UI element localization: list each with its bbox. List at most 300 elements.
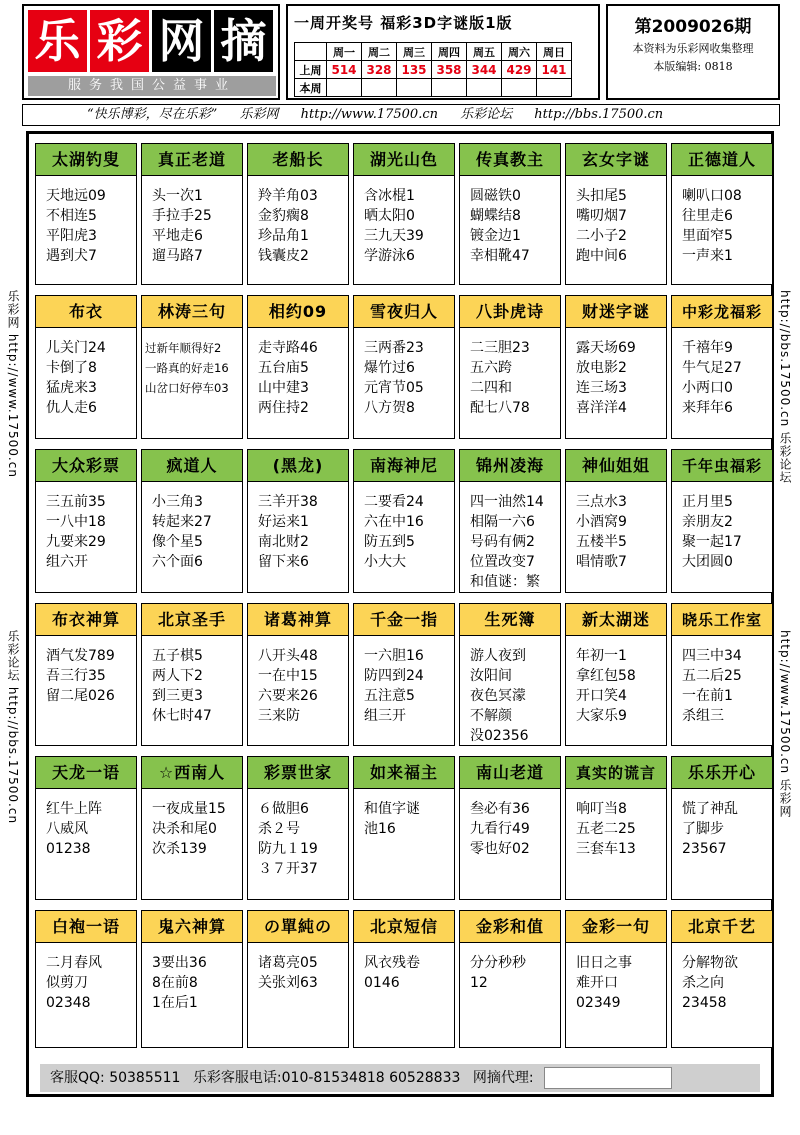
puzzle-cell-title: 真正老道 (142, 144, 242, 176)
puzzle-line: 休七时47 (152, 708, 212, 724)
puzzle-line: 手拉手25 (152, 208, 212, 224)
puzzle-line: 12 (470, 975, 488, 991)
draw-days-row (295, 43, 572, 61)
puzzle-cell-body (672, 943, 772, 1013)
puzzle-cell (459, 910, 561, 1048)
puzzle-line: 头扣尾5 (576, 188, 627, 204)
puzzle-cell (565, 603, 667, 746)
puzzle-cell-title: 神仙姐姐 (566, 450, 666, 482)
puzzle-cell-title: 疯道人 (142, 450, 242, 482)
puzzle-line: 配七八78 (470, 400, 530, 416)
table-corner (295, 43, 327, 61)
puzzle-line: 天地远09 (46, 188, 106, 204)
puzzle-cell (565, 295, 667, 439)
puzzle-cell-title: 雪夜归人 (354, 296, 454, 328)
puzzle-cell-title: 老船长 (248, 144, 348, 176)
puzzle-line: 像个星5 (152, 534, 203, 550)
puzzle-line: 五台庙5 (258, 360, 309, 376)
puzzle-line: 没02356 (470, 728, 529, 744)
puzzle-line: 响叮当8 (576, 801, 627, 817)
puzzle-cell-title: 相约09 (248, 296, 348, 328)
puzzle-cell-title: 金彩和值 (460, 911, 560, 943)
puzzle-cell-body (142, 176, 242, 266)
day-header: 周四 (432, 43, 467, 61)
puzzle-line: 金豹瘸8 (258, 208, 309, 224)
puzzle-line: 二月春风 (46, 955, 102, 971)
puzzle-cell-body (36, 943, 136, 1013)
puzzle-line: 八威风 (46, 821, 88, 837)
puzzle-line: 喇叭口08 (682, 188, 742, 204)
puzzle-cell-body (566, 176, 666, 266)
draw-number: 328 (362, 61, 397, 79)
puzzle-cell-title: 诸葛神算 (248, 604, 348, 636)
puzzle-line: 二三胆23 (470, 340, 530, 356)
puzzle-line: 决杀和尾0 (152, 821, 217, 837)
puzzle-line: 小大大 (364, 554, 406, 570)
puzzle-line: 四一油然14 (470, 494, 544, 510)
puzzle-line: 元宵节05 (364, 380, 424, 396)
puzzle-line: 羚羊角03 (258, 188, 318, 204)
puzzle-cell-title: 鬼六神算 (142, 911, 242, 943)
puzzle-line: 头一次1 (152, 188, 203, 204)
puzzle-line: 三两番23 (364, 340, 424, 356)
puzzle-line: 五注意5 (364, 688, 415, 704)
puzzle-line: ６做胆6 (258, 801, 309, 817)
logo-wordmark (28, 10, 276, 72)
puzzle-line: 次杀139 (152, 841, 207, 857)
draw-title: 一周开奖号 福彩3D字谜版1版 (294, 14, 513, 32)
puzzle-line: 留下来6 (258, 554, 309, 570)
puzzle-cell (141, 756, 243, 900)
draw-results-panel (286, 4, 600, 100)
puzzle-cell-title: 玄女字谜 (566, 144, 666, 176)
service-qq: 客服QQ: 50385511 (50, 1070, 181, 1086)
logo-char: 网 (152, 10, 211, 72)
puzzle-line: 转起来27 (152, 514, 212, 530)
puzzle-cell (353, 295, 455, 439)
day-header: 周日 (537, 43, 572, 61)
puzzle-line: 来拜年6 (682, 400, 733, 416)
puzzle-line: 正月里5 (682, 494, 733, 510)
puzzle-cell-body (142, 482, 242, 572)
puzzle-cell-body (672, 789, 772, 859)
slogan-bar (22, 104, 780, 126)
puzzle-line: 圆磁铁0 (470, 188, 521, 204)
puzzle-line: 五子棋5 (152, 648, 203, 664)
puzzle-line: 六个面6 (152, 554, 203, 570)
puzzle-cell-body (566, 943, 666, 1013)
puzzle-line: 防四到24 (364, 668, 424, 684)
puzzle-line: 遇到犬7 (46, 248, 97, 264)
puzzle-cell-body (566, 328, 666, 418)
puzzle-line: 分解物欲 (682, 955, 738, 971)
puzzle-cell-body (354, 176, 454, 266)
day-header: 周一 (327, 43, 362, 61)
puzzle-cell-title: 天龙一语 (36, 757, 136, 789)
puzzle-line: 诸葛亮05 (258, 955, 318, 971)
puzzle-line: 遛马路7 (152, 248, 203, 264)
puzzle-line: 幸相靴47 (470, 248, 530, 264)
last-week-row (295, 61, 572, 79)
puzzle-cell-body (460, 482, 560, 592)
draw-number (537, 79, 572, 97)
puzzle-cell-body (36, 482, 136, 572)
puzzle-cell-title: 中彩龙福彩 (672, 296, 772, 328)
puzzle-line: 夜色冥濛 (470, 688, 526, 704)
puzzle-line: 九要来29 (46, 534, 106, 550)
forum-link[interactable]: http://bbs.17500.cn (534, 107, 664, 122)
footer-bar (40, 1064, 760, 1092)
puzzle-line: 仇人走6 (46, 400, 97, 416)
puzzle-cell-body (672, 176, 772, 266)
puzzle-cell-title: 生死簿 (460, 604, 560, 636)
site-link[interactable]: http://www.17500.cn (300, 107, 438, 122)
row-label: 上周 (295, 61, 327, 79)
this-week-row (295, 79, 572, 97)
puzzle-cell (353, 449, 455, 593)
puzzle-cell (353, 756, 455, 900)
puzzle-line: 喜洋洋4 (576, 400, 627, 416)
puzzle-line: ３７开37 (258, 861, 318, 877)
puzzle-cell-body (36, 636, 136, 706)
draw-number (397, 79, 432, 97)
puzzle-line: 学游泳6 (364, 248, 415, 264)
puzzle-cell-title: 如来福主 (354, 757, 454, 789)
puzzle-line: 山中建3 (258, 380, 309, 396)
puzzle-line: 防九１19 (258, 841, 318, 857)
puzzle-line: 走寺路46 (258, 340, 318, 356)
puzzle-line: 零也好02 (470, 841, 530, 857)
puzzle-cell-body (672, 328, 772, 418)
puzzle-cell-title: 南海神尼 (354, 450, 454, 482)
puzzle-cell-body (248, 176, 348, 266)
puzzle-cell-title: 锦州凌海 (460, 450, 560, 482)
puzzle-cell-body (566, 789, 666, 859)
puzzle-line: 游人夜到 (470, 648, 526, 664)
puzzle-cell-title: 真实的谎言 (566, 757, 666, 789)
puzzle-line: 年初一1 (576, 648, 627, 664)
puzzle-cell-title: 湖光山色 (354, 144, 454, 176)
side-text-left-bottom: 乐彩论坛 http://bbs.17500.cn (6, 630, 20, 825)
puzzle-cell (35, 603, 137, 746)
puzzle-line: 小酒窝9 (576, 514, 627, 530)
puzzle-line: 酒气发789 (46, 648, 115, 664)
logo (22, 4, 280, 100)
puzzle-cell-body (460, 176, 560, 266)
puzzle-line: 珍品角1 (258, 228, 309, 244)
puzzle-cell (141, 143, 243, 285)
puzzle-line: 小三角3 (152, 494, 203, 510)
issue-number: 第2009026期 (634, 17, 752, 37)
puzzle-cell-body (36, 328, 136, 418)
puzzle-cell-body (248, 789, 348, 879)
puzzle-cell-title: 太湖钓叟 (36, 144, 136, 176)
puzzle-line: 1在后1 (152, 995, 198, 1011)
puzzle-line: 02349 (576, 995, 621, 1011)
puzzle-cell-body (142, 789, 242, 859)
puzzle-line: 风衣残卷 (364, 955, 420, 971)
puzzle-cell (671, 756, 773, 900)
puzzle-cell-title: ☆西南人 (142, 757, 242, 789)
puzzle-cell-title: 正德道人 (672, 144, 772, 176)
puzzle-cell-body (566, 482, 666, 572)
puzzle-line: 02348 (46, 995, 91, 1011)
draw-results-table (294, 42, 572, 97)
puzzle-line: 23567 (682, 841, 727, 857)
puzzle-cell-body (36, 789, 136, 859)
draw-number (502, 79, 537, 97)
puzzle-line: 钱囊皮2 (258, 248, 309, 264)
draw-number: 135 (397, 61, 432, 79)
draw-number: 344 (467, 61, 502, 79)
puzzle-line: 和值字谜 (364, 801, 420, 817)
slogan-quote: “快乐博彩，尽在乐彩” (87, 107, 218, 122)
puzzle-line: 位置改变7 (470, 554, 535, 570)
puzzle-cell (565, 910, 667, 1048)
page-header (22, 4, 780, 100)
puzzle-cell-title: (黑龙) (248, 450, 348, 482)
draw-number: 514 (327, 61, 362, 79)
puzzle-line: 晒太阳0 (364, 208, 415, 224)
puzzle-cell-title: 八卦虎诗 (460, 296, 560, 328)
puzzle-cell-body (460, 789, 560, 859)
puzzle-cell-body (142, 636, 242, 726)
puzzle-line: 八开头48 (258, 648, 318, 664)
puzzle-cell-title: 新太湖迷 (566, 604, 666, 636)
puzzle-line: 平地走6 (152, 228, 203, 244)
puzzle-cell (141, 449, 243, 593)
puzzle-line: 六要来26 (258, 688, 318, 704)
logo-slogan: 服务我国公益事业 (28, 76, 276, 96)
puzzle-line: 两住持2 (258, 400, 309, 416)
puzzle-line: 大家乐9 (576, 708, 627, 724)
service-phone: 乐彩客服电话:010-81534818 60528833 (192, 1070, 461, 1086)
puzzle-cell-title: 大众彩票 (36, 450, 136, 482)
puzzle-line: 八方贺8 (364, 400, 415, 416)
puzzle-line: 杀之向 (682, 975, 724, 991)
puzzle-line: 含冰棍1 (364, 188, 415, 204)
puzzle-line: 山岔口好停车03 (145, 381, 229, 395)
puzzle-cell-body (460, 328, 560, 418)
puzzle-cell-body (248, 943, 348, 993)
puzzle-line: 猛虎来3 (46, 380, 97, 396)
agent-label: 网摘代理: (472, 1070, 534, 1086)
forum-name: 乐彩论坛 (460, 107, 513, 122)
puzzle-cell (247, 143, 349, 285)
puzzle-line: 三羊开38 (258, 494, 318, 510)
day-header: 周二 (362, 43, 397, 61)
issue-panel (606, 4, 780, 100)
puzzle-line: 小两口0 (682, 380, 733, 396)
puzzle-cell (247, 449, 349, 593)
puzzle-cell (671, 295, 773, 439)
puzzle-line: 叁必有36 (470, 801, 530, 817)
puzzle-cell-title: 林涛三句 (142, 296, 242, 328)
puzzle-line: 了脚步 (682, 821, 724, 837)
puzzle-cell-title: 北京圣手 (142, 604, 242, 636)
puzzle-cell (35, 449, 137, 593)
puzzle-line: 过新年顺得好2 (145, 341, 222, 355)
puzzle-line: 杀组三 (682, 708, 724, 724)
puzzle-line: 不解颜 (470, 708, 512, 724)
issue-editor: 本版编辑: 0818 (653, 60, 733, 73)
puzzle-line: 相隔一六6 (470, 514, 535, 530)
puzzle-line: 嘴叨烟7 (576, 208, 627, 224)
puzzle-line: 九看行49 (470, 821, 530, 837)
puzzle-cell (565, 449, 667, 593)
puzzle-cell-body (248, 482, 348, 572)
puzzle-cell-body (354, 636, 454, 726)
side-text-right-top: http://bbs.17500.cn 乐彩论坛 (778, 290, 792, 485)
puzzle-cell-body (354, 482, 454, 572)
puzzle-line: 杀２号 (258, 821, 300, 837)
puzzle-cell (247, 910, 349, 1048)
puzzle-cell-title: 传真教主 (460, 144, 560, 176)
puzzle-cell-title: 晓乐工作室 (672, 604, 772, 636)
puzzle-line: 8在前8 (152, 975, 198, 991)
puzzle-cell-title: 财迷字谜 (566, 296, 666, 328)
puzzle-line: 慌了神乱 (682, 801, 738, 817)
puzzle-cell-title: 布衣神算 (36, 604, 136, 636)
puzzle-cell (459, 756, 561, 900)
puzzle-cell-body (672, 636, 772, 726)
puzzle-cell (671, 143, 773, 285)
logo-char: 彩 (90, 10, 149, 72)
agent-field[interactable] (544, 1067, 672, 1089)
puzzle-line: 一八中18 (46, 514, 106, 530)
puzzle-cell (141, 910, 243, 1048)
puzzle-line: 二要看24 (364, 494, 424, 510)
puzzle-cell (35, 756, 137, 900)
puzzle-line: 蝴蝶结8 (470, 208, 521, 224)
issue-note: 本资料为乐彩网收集整理 (632, 42, 754, 55)
puzzle-line: 镀金边1 (470, 228, 521, 244)
puzzle-cell (459, 449, 561, 593)
puzzle-line: 到三更3 (152, 688, 203, 704)
day-header: 周三 (397, 43, 432, 61)
puzzle-cell-body (460, 636, 560, 746)
puzzle-cell (35, 143, 137, 285)
puzzle-cell (459, 295, 561, 439)
puzzle-cell (247, 603, 349, 746)
puzzle-cell-title: 北京短信 (354, 911, 454, 943)
puzzle-cell-title: 北京千艺 (672, 911, 772, 943)
puzzle-line: 开口笑4 (576, 688, 627, 704)
puzzle-line: 里面窄5 (682, 228, 733, 244)
puzzle-line: 池16 (364, 821, 396, 837)
puzzle-line: 组六开 (46, 554, 88, 570)
puzzle-line: 不相连5 (46, 208, 97, 224)
puzzle-cell-body (460, 943, 560, 993)
puzzle-cell-body (142, 328, 242, 398)
puzzle-line: 卡倒了8 (46, 360, 97, 376)
puzzle-cell (565, 756, 667, 900)
draw-number (362, 79, 397, 97)
puzzle-line: 连三场3 (576, 380, 627, 396)
puzzle-cell (353, 910, 455, 1048)
puzzle-line: 防五到5 (364, 534, 415, 550)
puzzle-cell-body (354, 789, 454, 839)
puzzle-line: 一声来1 (682, 248, 733, 264)
puzzle-line: 三九天39 (364, 228, 424, 244)
draw-number: 141 (537, 61, 572, 79)
puzzle-cell (247, 756, 349, 900)
puzzle-cell (671, 910, 773, 1048)
puzzle-cell-title: 彩票世家 (248, 757, 348, 789)
side-text-left-top: 乐彩网 http://www.17500.cn (6, 290, 20, 478)
puzzle-cell-body (566, 636, 666, 726)
puzzle-line: 二小子2 (576, 228, 627, 244)
day-header: 周五 (467, 43, 502, 61)
puzzle-cell (35, 295, 137, 439)
puzzle-line: 南北财2 (258, 534, 309, 550)
puzzle-line: 一在中15 (258, 668, 318, 684)
puzzle-cell (247, 295, 349, 439)
puzzle-cell-body (36, 176, 136, 266)
puzzle-cell-title: の單純の (248, 911, 348, 943)
row-label: 本周 (295, 79, 327, 97)
puzzle-cell (35, 910, 137, 1048)
puzzle-line: 01238 (46, 841, 91, 857)
puzzle-line: 和值谜：繁 (470, 574, 540, 590)
puzzle-cell (565, 143, 667, 285)
puzzle-line: 组三开 (364, 708, 406, 724)
puzzle-cell-body (354, 328, 454, 418)
puzzle-line: 难开口 (576, 975, 618, 991)
puzzle-line: 聚一起17 (682, 534, 742, 550)
puzzle-line: 放电影2 (576, 360, 627, 376)
puzzle-line: 吾三行35 (46, 668, 106, 684)
puzzle-cell (671, 449, 773, 593)
puzzle-line: 留二尾026 (46, 688, 115, 704)
logo-char: 乐 (28, 10, 87, 72)
puzzle-cell (353, 603, 455, 746)
puzzle-cell-title: 布衣 (36, 296, 136, 328)
puzzle-line: 两人下2 (152, 668, 203, 684)
puzzle-line: 似剪刀 (46, 975, 88, 991)
draw-number (327, 79, 362, 97)
puzzle-line: 0146 (364, 975, 400, 991)
puzzle-cell (671, 603, 773, 746)
draw-number (432, 79, 467, 97)
puzzle-line: 汝阳间 (470, 668, 512, 684)
puzzle-cell-body (142, 943, 242, 1013)
puzzle-line: 23458 (682, 995, 727, 1011)
puzzle-line: 千禧年9 (682, 340, 733, 356)
draw-number (467, 79, 502, 97)
puzzle-line: 三来防 (258, 708, 300, 724)
puzzle-line: 3要出36 (152, 955, 207, 971)
side-text-right-bottom: http://www.17500.cn 乐彩网 (778, 630, 792, 818)
puzzle-line: 大团圆0 (682, 554, 733, 570)
puzzle-cell-body (248, 636, 348, 726)
puzzle-line: 旧日之事 (576, 955, 632, 971)
puzzle-cell-body (248, 328, 348, 418)
puzzle-line: 拿红包58 (576, 668, 636, 684)
draw-number: 429 (502, 61, 537, 79)
puzzle-line: 往里走6 (682, 208, 733, 224)
puzzle-line: 好运来1 (258, 514, 309, 530)
puzzle-cell (459, 603, 561, 746)
puzzle-cell-title: 白袍一语 (36, 911, 136, 943)
puzzle-line: 一在前1 (682, 688, 733, 704)
puzzle-cell-title: 乐乐开心 (672, 757, 772, 789)
puzzle-line: 儿关门24 (46, 340, 106, 356)
puzzle-line: 一路真的好走16 (145, 361, 229, 375)
draw-number: 358 (432, 61, 467, 79)
puzzle-cell-body (354, 943, 454, 993)
puzzle-line: 关张刘63 (258, 975, 318, 991)
